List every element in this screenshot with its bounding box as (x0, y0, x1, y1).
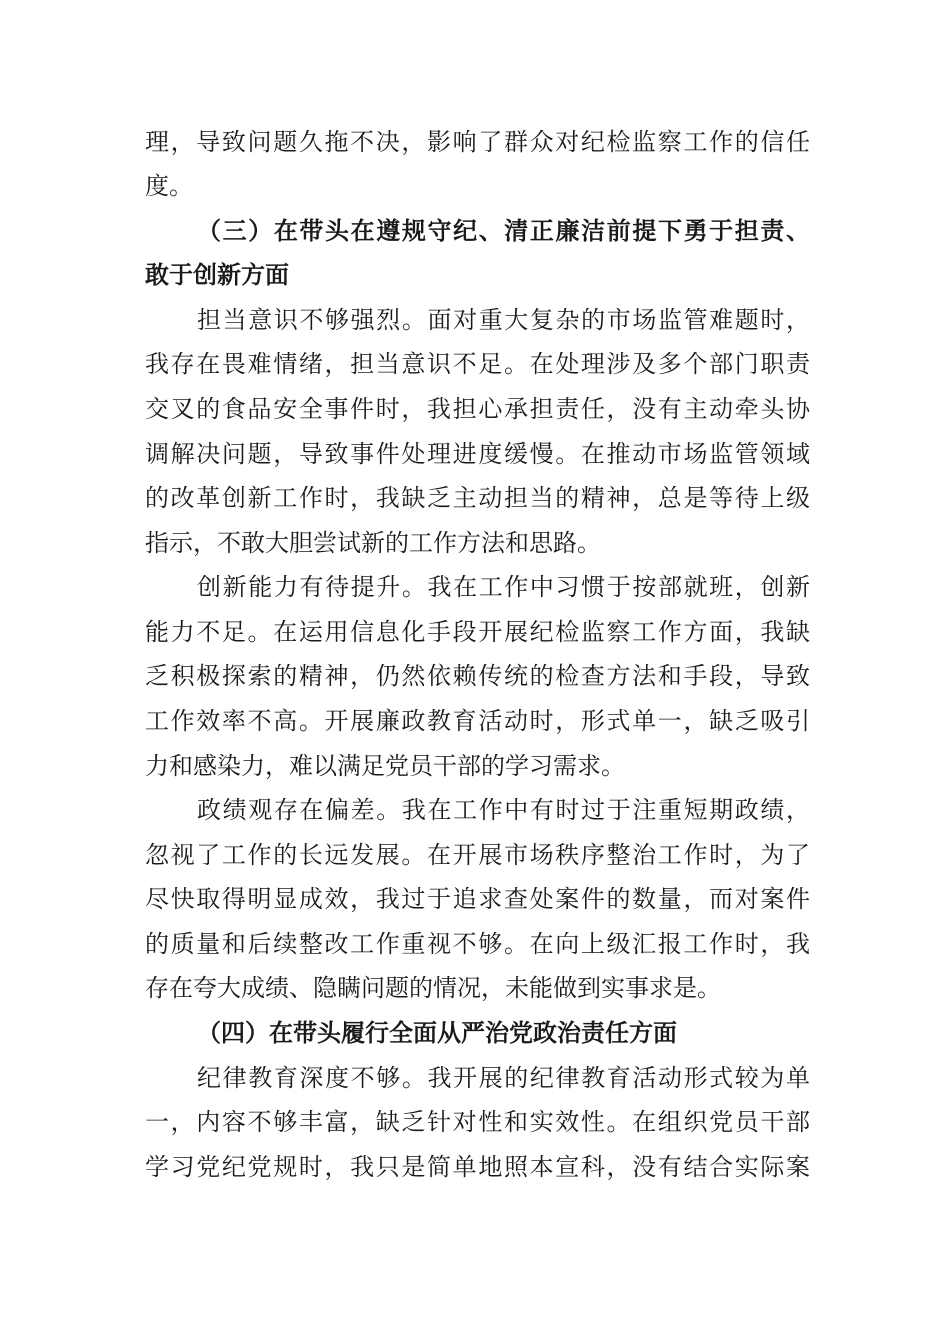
text-line-5: 担当意识不够强烈。面对重大复杂的市场监管难题时， (197, 306, 810, 334)
text-line-22: 纪律教育深度不够。我开展的纪律教育活动形式较为单 (197, 1064, 810, 1092)
text-line-19: 的质量和后续整改工作重视不够。在向上级汇报工作时，我 (145, 930, 810, 958)
text-line-13: 乏积极探索的精神，仍然依赖传统的检查方法和手段，导致 (145, 662, 810, 690)
text-line-12: 能力不足。在运用信息化手段开展纪检监察工作方面，我缺 (145, 618, 810, 646)
text-line-2: 度。 (145, 172, 193, 200)
text-line-18: 尽快取得明显成效，我过于追求查处案件的数量，而对案件 (145, 885, 810, 913)
text-line-10: 指示，不敢大胆尝试新的工作方法和思路。 (145, 529, 601, 557)
text-line-20: 存在夸大成绩、隐瞒问题的情况，未能做到实事求是。 (145, 974, 721, 1002)
text-line-7: 交叉的食品安全事件时，我担心承担责任，没有主动牵头协 (145, 395, 810, 423)
text-line-16: 政绩观存在偏差。我在工作中有时过于注重短期政绩， (197, 796, 810, 824)
section-heading-4: （四）在带头履行全面从严治党政治责任方面 (197, 1018, 677, 1047)
text-line-1: 理，导致问题久拖不决，影响了群众对纪检监察工作的信任 (145, 128, 810, 156)
text-line-17: 忽视了工作的长远发展。在开展市场秩序整治工作时，为了 (145, 841, 810, 869)
text-line-15: 力和感染力，难以满足党员干部的学习需求。 (145, 752, 625, 780)
text-line-8: 调解决问题，导致事件处理进度缓慢。在推动市场监管领域 (145, 440, 810, 468)
text-line-9: 的改革创新工作时，我缺乏主动担当的精神，总是等待上级 (145, 484, 810, 512)
text-line-23: 一，内容不够丰富，缺乏针对性和实效性。在组织党员干部 (145, 1108, 810, 1136)
section-heading-3-continued: 敢于创新方面 (145, 260, 289, 289)
text-line-6: 我存在畏难情绪，担当意识不足。在处理涉及多个部门职责 (145, 350, 810, 378)
text-line-14: 工作效率不高。开展廉政教育活动时，形式单一，缺乏吸引 (145, 707, 810, 735)
text-line-11: 创新能力有待提升。我在工作中习惯于按部就班，创新 (197, 573, 810, 601)
section-heading-3: （三）在带头在遵规守纪、清正廉洁前提下勇于担责、 (197, 216, 810, 245)
text-line-24: 学习党纪党规时，我只是简单地照本宣科，没有结合实际案 (145, 1153, 810, 1181)
